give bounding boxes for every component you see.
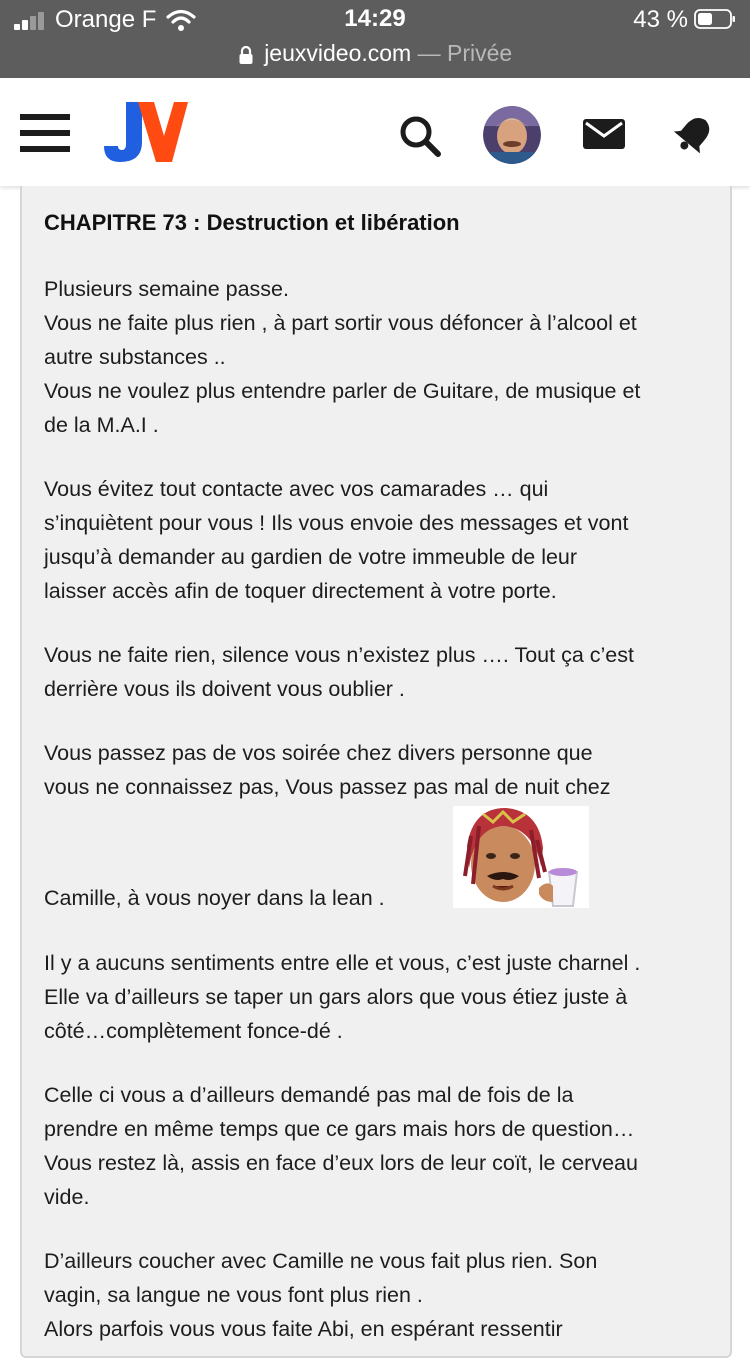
search-icon[interactable] (398, 114, 442, 158)
bell-icon[interactable] (672, 112, 716, 156)
text-line: prendre en même temps que ce gars mais hors de question… (44, 1117, 635, 1141)
text-line: s’inquiètent pour vous ! Ils vous envoie des messages et vont (44, 511, 629, 535)
menu-icon[interactable] (20, 114, 70, 154)
paragraph-4-end (44, 881, 385, 915)
status-bar (0, 0, 750, 40)
paragraph-1 (44, 272, 640, 442)
carrier-name: Orange F (55, 6, 157, 33)
paragraph-4 (44, 736, 611, 804)
site-header (0, 78, 750, 186)
text-line: Vous ne faite plus rien , à part sortir vous défoncer à l’alcool et (44, 311, 637, 335)
address-bar[interactable] (0, 40, 750, 70)
text-line: D’ailleurs coucher avec Camille ne vous fait plus rien. Son (44, 1249, 598, 1273)
paragraph-3 (44, 638, 634, 706)
chapter-title: CHAPITRE 73 : Destruction et libération (44, 210, 460, 235)
text-line: laisser accès afin de toquer directement à votre porte. (44, 579, 557, 603)
lock-icon (238, 45, 254, 65)
browser-chrome (0, 0, 750, 78)
text-line: Plusieurs semaine passe. (44, 277, 289, 301)
paragraph-5 (44, 946, 640, 1048)
text-line: Vous évitez tout contacte avec vos camarades … qui (44, 477, 549, 501)
text-line: Vous passez pas de vos soirée chez divers personne que (44, 741, 593, 765)
mail-icon[interactable] (582, 118, 626, 150)
battery-icon (694, 9, 736, 29)
risitas-sticker-image (453, 806, 589, 908)
address-domain: jeuxvideo.com (264, 40, 412, 66)
text-line: Alors parfois vous vous faite Abi, en espérant ressentir (44, 1317, 563, 1341)
post-card (20, 186, 732, 1358)
text-line: Vous ne voulez plus entendre parler de Guitare, de musique et (44, 379, 641, 403)
text-line: jusqu’à demander au gardien de votre immeuble de leur (44, 545, 578, 569)
text-line: derrière vous ils doivent vous oublier . (44, 677, 405, 701)
jv-logo[interactable] (102, 100, 188, 164)
text-line: Elle va d’ailleurs se taper un gars alors que vous étiez juste à (44, 985, 628, 1009)
text-line: côté…complètement fonce-dé . (44, 1019, 343, 1043)
private-mode-label: — Privée (417, 40, 513, 66)
text-line: de la M.A.I . (44, 413, 159, 437)
text-line: vagin, sa langue ne vous font plus rien . (44, 1283, 423, 1307)
text-line: autre substances .. (44, 345, 226, 369)
text-line: vous ne connaissez pas, Vous passez pas mal de nuit chez (44, 775, 611, 799)
text-line: Vous restez là, assis en face d’eux lors de leur coït, le cerveau (44, 1151, 638, 1175)
paragraph-7 (44, 1244, 597, 1346)
clock: 14:29 (344, 5, 406, 32)
text-line: Camille, à vous noyer dans la lean . (44, 886, 385, 910)
text-line: Vous ne faite rien, silence vous n’existez plus …. Tout ça c’est (44, 643, 634, 667)
text-line: Il y a aucuns sentiments entre elle et vous, c’est juste charnel . (44, 951, 641, 975)
paragraph-6 (44, 1078, 638, 1214)
avatar[interactable] (483, 106, 541, 164)
text-line: Celle ci vous a d’ailleurs demandé pas mal de fois de la (44, 1083, 574, 1107)
text-line: vide. (44, 1185, 90, 1209)
battery-percent: 43 % (633, 6, 688, 33)
paragraph-2 (44, 472, 628, 608)
